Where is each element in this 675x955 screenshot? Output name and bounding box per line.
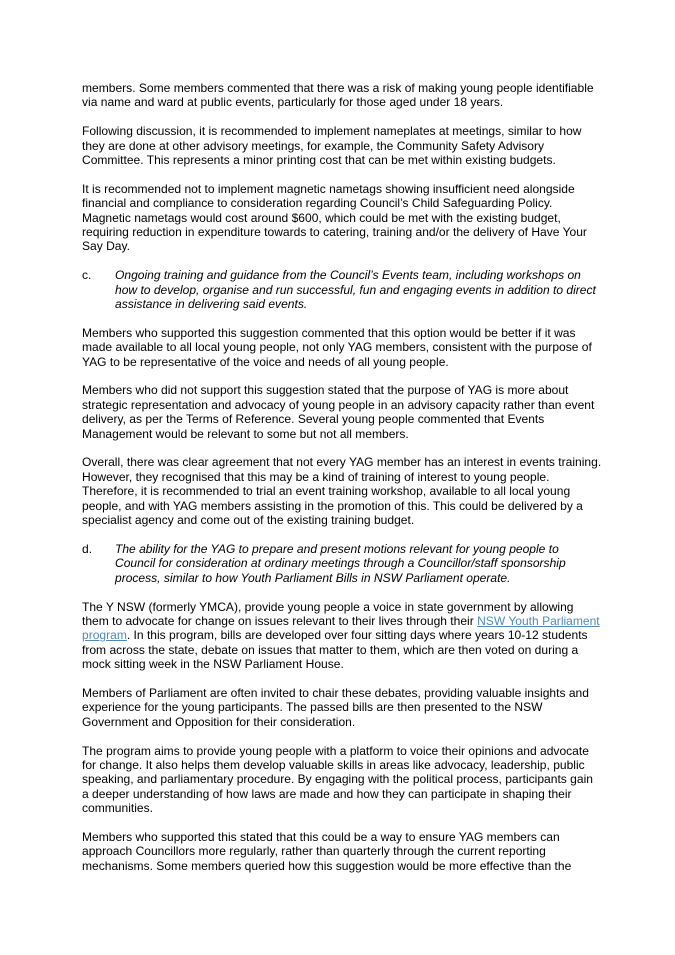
list-item-c	[82, 268, 602, 311]
list-item-text: Ongoing training and guidance from the Council’s Events team, including workshops on how to develop, organise and run successful, fun and engaging events in addition to direct assistance in delivering said events.	[115, 268, 596, 312]
paragraph-nameplates-recommendation: Following discussion, it is recommended to implement nameplates at meetings, similar to how they are done at other advisory meetings, for example, the Community Safety Advisory Committee. This represents a minor printing cost that can be met within existing budgets.	[82, 124, 582, 168]
paragraph-members-of-parliament: Members of Parliament are often invited to chair these debates, providing valuable insights and experience for the young participants. The passed bills are then presented to the NSW Government and Opposition for their consideration.	[82, 685, 589, 729]
paragraph-supporters-motions: Members who supported this stated that this could be a way to ensure YAG members can approach Councillors more regularly, rather than quarterly through the current reporting mechanisms. Some members queried how this suggestion would be more effective than the	[82, 829, 572, 873]
paragraph-magnetic-nametags: It is recommended not to implement magnetic nametags showing insufficient need alongside financial and compliance to consideration regarding Council’s Child Safeguarding Policy. Magnetic nametags would cost around $600, which could be met with the existing budget, requiring reduction in expenditure towards to catering, training and/or the delivery of Have Your Say Day.	[82, 181, 587, 254]
paragraph-program-aims: The program aims to provide young people with a platform to voice their opinions and advocate for change. It also helps them develop valuable skills in areas like advocacy, leadership, public speaking, and parliamentary procedure. By engaging with the political process, participants gain a deeper understanding of how laws are made and how they can participate in shaping their communities.	[82, 743, 593, 816]
paragraph-text-before-link: The Y NSW (formerly YMCA), provide young people a voice in state government by allowing them to advocate for change on issues relevant to their lives through their	[82, 599, 574, 628]
list-item-d	[82, 542, 602, 585]
paragraph-supporters-events: Members who supported this suggestion commented that this option would be better if it was made available to all local young people, not only YAG members, consistent with the purpose of YAG to be representative of the voice and needs of all young people.	[82, 325, 592, 369]
paragraph-events-overall: Overall, there was clear agreement that not every YAG member has an interest in events training. However, they recognised that this may be a kind of training of interest to young people. Therefore, it is recommended to trial an event training workshop, available to all local young people, and with YAG members assisting in the promotion of this. This could be delivered by a specialist agency and come out of the existing training budget.	[82, 455, 602, 528]
nsw-youth-parliament-link[interactable]: NSW Youth Parliament program	[82, 613, 600, 643]
list-item-text: The ability for the YAG to prepare and present motions relevant for young people to Council for consideration at ordinary meetings through a Councillor/staff sponsorship process, similar to how Youth Parliament Bills in NSW Parliament operate.	[115, 541, 566, 585]
list-item-letter: d.	[82, 541, 93, 556]
paragraph-y-nsw	[82, 600, 602, 672]
document-page	[82, 81, 602, 888]
list-item-letter: c.	[82, 268, 92, 283]
paragraph-non-supporters-events: Members who did not support this suggestion stated that the purpose of YAG is more about strategic representation and advocacy of young people in an advisory capacity rather than event delivery, as per the Terms of Reference. Several young people commented that Events Management would be relevant to some but not all members.	[82, 383, 595, 441]
paragraph-text-after-link: . In this program, bills are developed over four sitting days where years 10-12 students from across the state, debate on issues that matter to them, which are then voted on during a mock sitting week in the NSW Parliament House.	[82, 628, 588, 672]
paragraph-nametag-risk: members. Some members commented that there was a risk of making young people identifiable via name and ward at public events, particularly for those aged under 18 years.	[82, 81, 594, 110]
